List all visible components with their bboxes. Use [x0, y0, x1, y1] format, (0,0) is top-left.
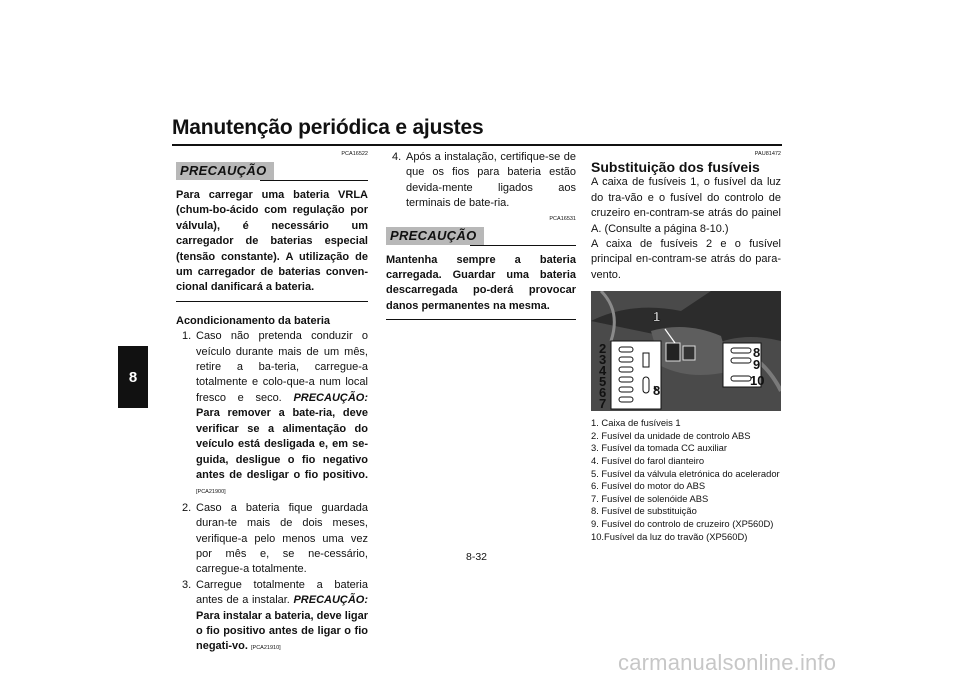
figure-label-2: 2 [599, 341, 607, 357]
steps-list-continued [386, 150, 576, 212]
caution-header [176, 158, 368, 184]
list-item: 3. Carregue totalmente a bateria antes de a instalar. PRECAUÇÃO: Para instalar a bateria, deve ligar o fio positivo antes de ligar o fio negati-vo. [PCA21910] [182, 578, 369, 653]
figure-label-8a: 8 [653, 383, 661, 399]
reference-code: PCA16531 [549, 215, 576, 222]
paragraph: A caixa de fusíveis 2 e o fusível principal en-contram-se atrás do para-vento. [591, 238, 781, 281]
list-item: 1. Caso não pretenda conduzir o veículo durante mais de um mês, retire a ba-teria, carregue-a totalmente e colo-que-a num local fresco e seco. PRECAUÇÃO: Para remover a bate-ria, deve verificar se a alimentação do veículo está desligada e, em se-guida, desligue o fio negativo antes de desligar o fio positivo. [PCA21900] [182, 330, 368, 496]
legend-item: 1. Caixa de fusíveis 1 [591, 417, 681, 429]
legend-item: 6. Fusível do motor do ABS [591, 480, 706, 492]
figure-label-10: 10 [750, 373, 765, 389]
list-item: 2. Caso a bateria fique guardada duran-te mais de dois meses, verifique-a pelo menos uma vez por mês e, se ne-cessário, carregue-a totalmente. [182, 501, 368, 576]
legend-item: 10.Fusível da luz do travão (XP560D) [591, 530, 748, 542]
legend-item: 7. Fusível de solenóide ABS [591, 492, 709, 504]
paragraph: A caixa de fusíveis 1, o fusível da luz do tra-vão e o fusível do controlo de cruzeiro en-contram-se atrás do painel A. (Consulte a página 8-10.) [591, 176, 781, 235]
page-number: 8-32 [466, 551, 488, 563]
legend-item: 8. Fusível de substituição [591, 505, 697, 517]
page-title: Manutenção periódica e ajustes [172, 116, 484, 139]
figure-legend [591, 417, 781, 543]
section-heading: Acondicionamento da bateria [176, 314, 331, 327]
legend-item: 2. Fusível da unidade de controlo ABS [591, 429, 751, 441]
fuse-box-photo [591, 291, 781, 411]
column-middle [386, 150, 576, 320]
figure-label-9: 9 [753, 357, 761, 373]
figure-label-1: 1 [653, 309, 661, 325]
legend-item: 4. Fusível do farol dianteiro [591, 455, 705, 467]
watermark: carmanualsonline.info [618, 650, 837, 675]
caution-end-rule [386, 319, 576, 320]
figure-label-5: 5 [599, 374, 607, 390]
figure-label-8b: 8 [753, 345, 761, 361]
figure-label-3: 3 [599, 352, 607, 368]
fuse-box-illustration [591, 291, 781, 411]
chapter-tab: 8 [118, 346, 148, 408]
reference-code: PAU81472 [754, 151, 781, 157]
caution-header [386, 223, 576, 249]
caution-badge: PRECAUÇÃO [386, 227, 484, 245]
caution-text: Para carregar uma bateria VRLA (chum-bo-ácido com regulação por válvula), é necessário um carregador de baterias especial (tensão constante). A utilização de um carregador de baterias conven-cional danificará a bateria. [176, 189, 368, 294]
steps-list [176, 329, 368, 657]
column-left [176, 150, 368, 657]
list-item: 4. Após a instalação, certifique-se de que os fios para bateria estão devida-mente ligados aos terminais de bate-ria. [392, 151, 576, 210]
caution-rule [470, 245, 576, 246]
legend-item: 3. Fusível da tomada CC auxiliar [591, 442, 727, 454]
title-rule [172, 144, 782, 146]
section-title: Substituição dos fusíveis [591, 159, 760, 175]
column-right [591, 150, 781, 543]
figure-label-6: 6 [599, 385, 607, 401]
caution-text: Mantenha sempre a bateria carregada. Guardar uma bateria descarregada po-derá provocar danos permanentes na mesma. [386, 253, 576, 312]
caution-badge: PRECAUÇÃO [176, 162, 274, 180]
legend-item: 5. Fusível da válvula eletrónica do acelerador [591, 467, 780, 479]
caution-rule [260, 180, 368, 181]
reference-code: PCA16522 [341, 151, 368, 157]
legend-item: 9. Fusível do controlo de cruzeiro (XP560D) [591, 518, 774, 529]
figure-label-4: 4 [599, 363, 607, 379]
figure-label-7: 7 [599, 396, 607, 412]
caution-end-rule [176, 301, 368, 302]
